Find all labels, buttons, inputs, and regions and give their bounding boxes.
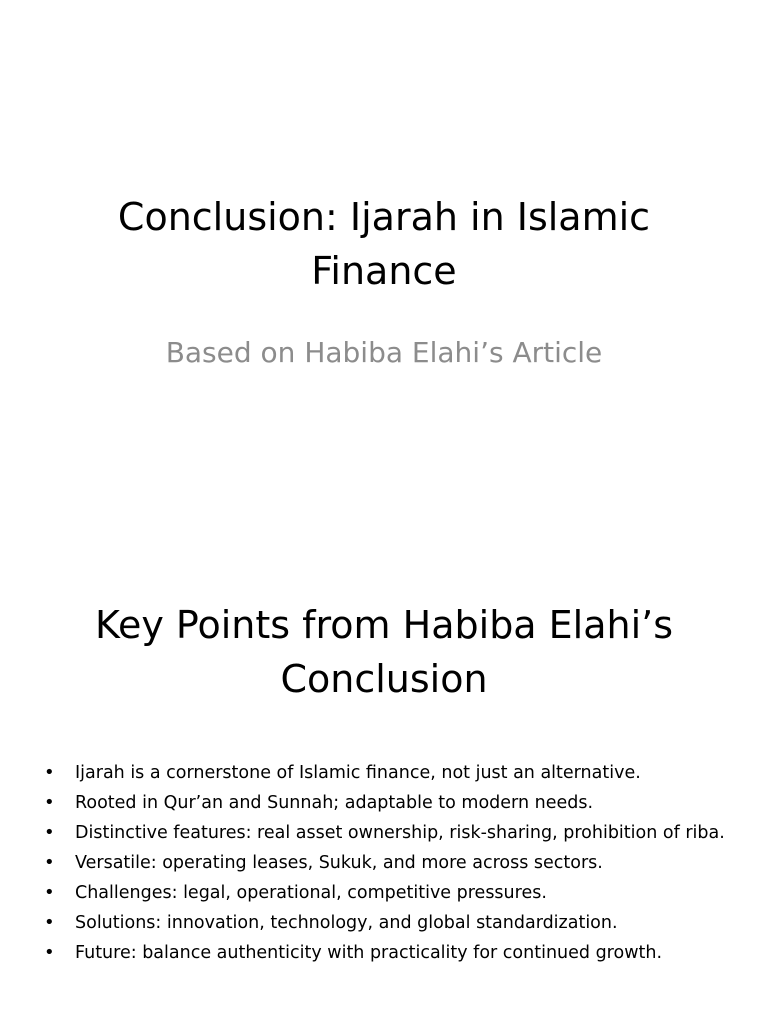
bullet-list (40, 758, 740, 968)
bullet-item (40, 878, 740, 908)
slide-2-title: Key Points from Habiba Elahi’s Conclusion (94, 603, 674, 701)
bullet-dot-icon: • (44, 792, 55, 813)
bullet-item (40, 908, 740, 938)
bullet-text: Future: balance authenticity with practicality for continued growth. (75, 943, 663, 963)
bullet-dot-icon: • (44, 822, 55, 843)
bullet-text: Distinctive features: real asset ownership, risk-sharing, prohibition of riba. (75, 823, 725, 843)
bullet-text: Solutions: innovation, technology, and global standardization. (75, 913, 618, 933)
bullet-text: Challenges: legal, operational, competitive pressures. (75, 883, 547, 903)
bullet-item (40, 758, 740, 788)
bullet-dot-icon: • (44, 882, 55, 903)
bullet-dot-icon: • (44, 942, 55, 963)
bullet-text: Rooted in Qur’an and Sunnah; adaptable to modern needs. (75, 793, 594, 813)
bullet-item (40, 938, 740, 968)
slide-1-title: Conclusion: Ijarah in Islamic Finance (117, 195, 651, 293)
slide-key-points (0, 512, 768, 1024)
bullet-dot-icon: • (44, 852, 55, 873)
bullet-item (40, 818, 740, 848)
bullet-text: Ijarah is a cornerstone of Islamic finance, not just an alternative. (75, 763, 641, 783)
bullet-dot-icon: • (44, 762, 55, 783)
bullet-item (40, 788, 740, 818)
slide-1-subtitle: Based on Habiba Elahi’s Article (165, 336, 603, 369)
bullet-dot-icon: • (44, 912, 55, 933)
bullet-item (40, 848, 740, 878)
bullet-text: Versatile: operating leases, Sukuk, and more across sectors. (75, 853, 603, 873)
